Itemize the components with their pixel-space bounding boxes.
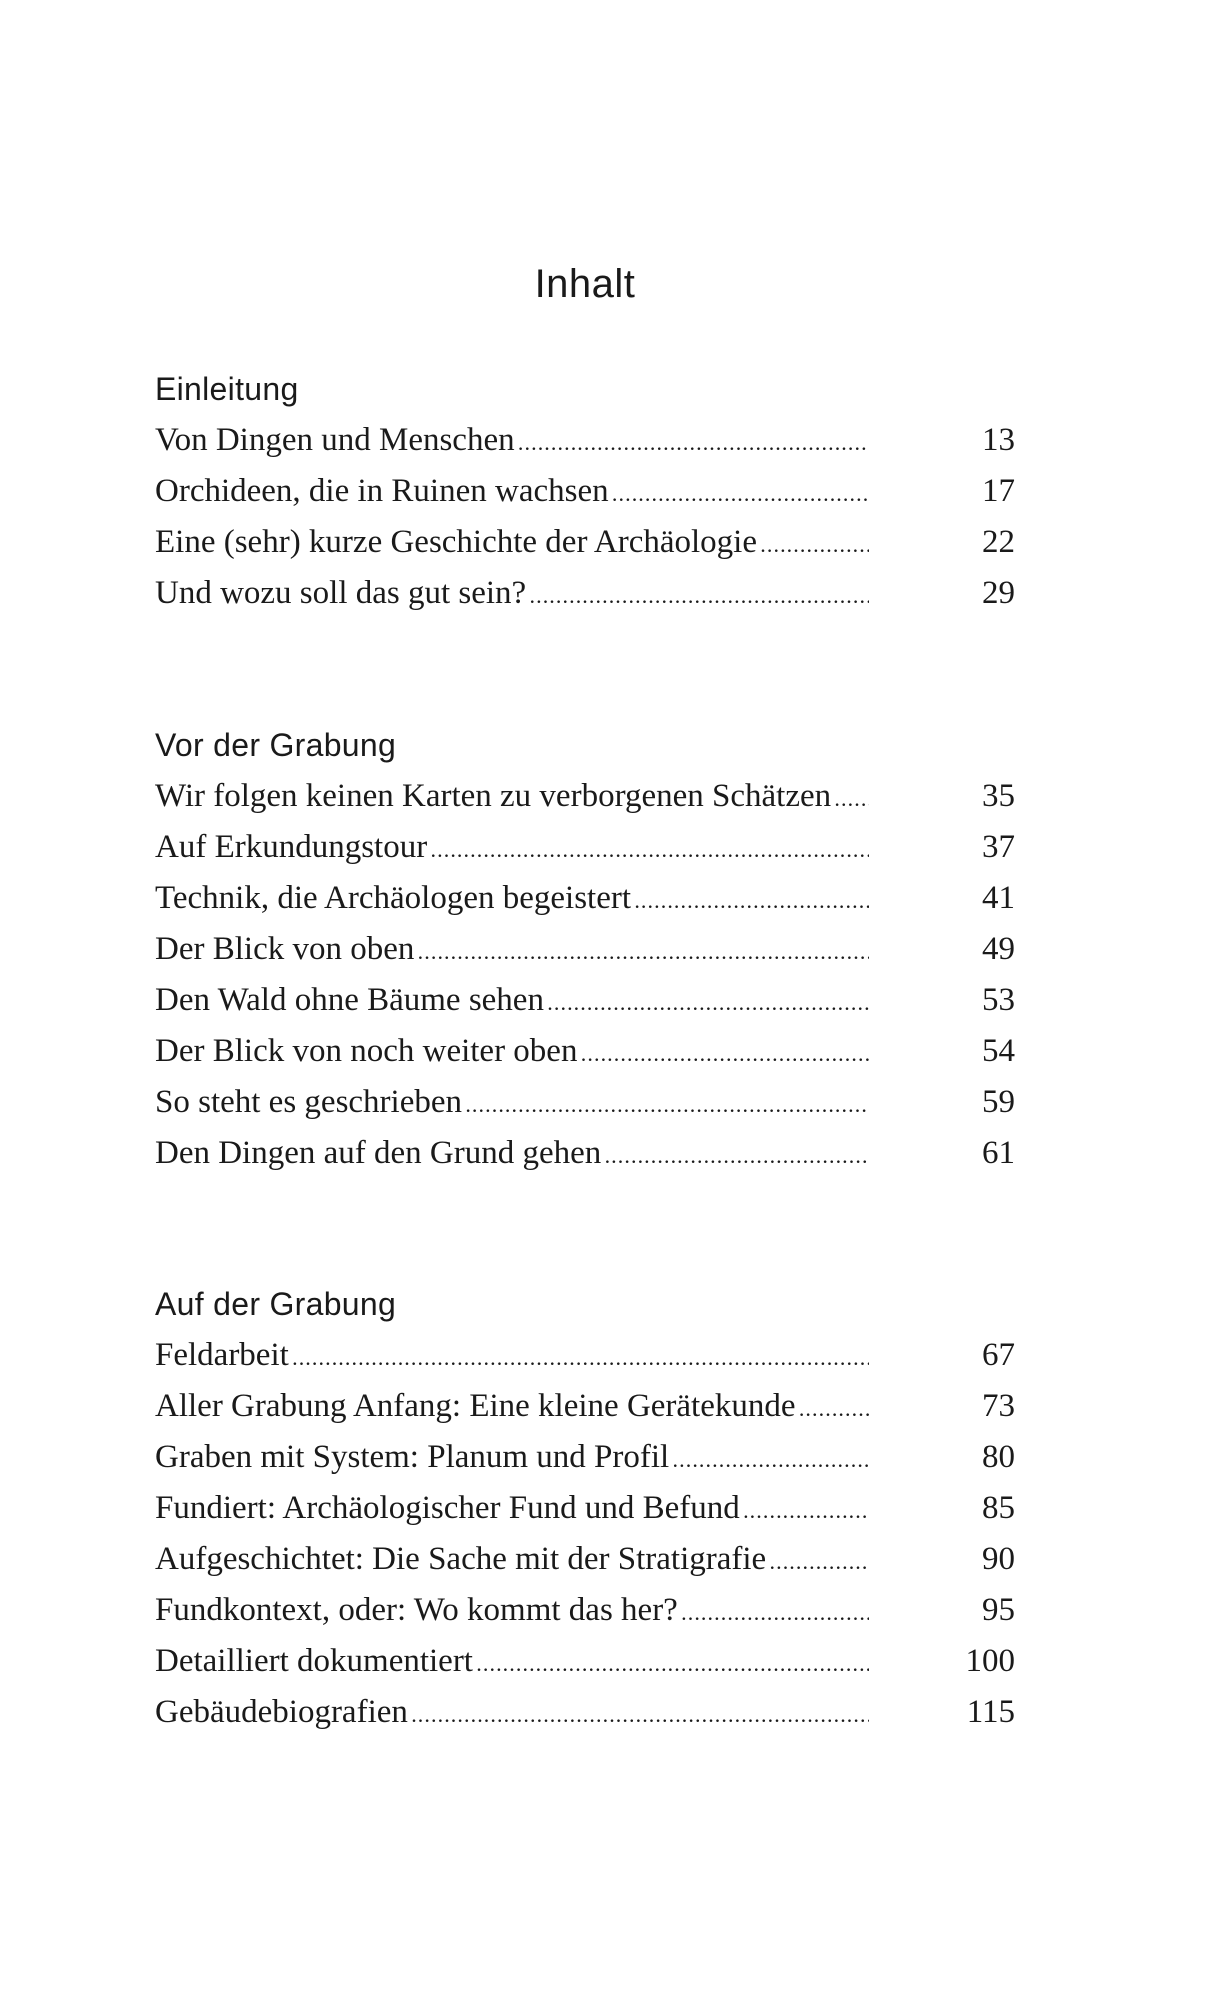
entry-page-number: 80 bbox=[982, 1439, 1015, 1475]
entry-page-number: 73 bbox=[982, 1388, 1015, 1424]
toc-entry[interactable] bbox=[155, 1432, 1015, 1483]
toc-entry[interactable] bbox=[155, 1483, 1015, 1534]
entry-title: Auf Erkundungstour . . . bbox=[155, 822, 869, 875]
toc-section-vor-der-grabung bbox=[155, 720, 1015, 1179]
entry-page-number: 54 bbox=[982, 1033, 1015, 1069]
entry-page-number: 95 bbox=[982, 1592, 1015, 1628]
entry-page-number: 49 bbox=[982, 931, 1015, 967]
section-heading: Vor der Grabung bbox=[155, 727, 397, 763]
toc-entry[interactable] bbox=[155, 1330, 1015, 1381]
toc-entry[interactable] bbox=[155, 1026, 1015, 1077]
entry-title: Der Blick von noch weiter oben . . . bbox=[155, 1026, 869, 1079]
entry-page-number: 22 bbox=[982, 524, 1015, 560]
page-title: Inhalt bbox=[534, 262, 636, 306]
toc-entry[interactable] bbox=[155, 1128, 1015, 1179]
entry-page-number: 13 bbox=[982, 422, 1015, 458]
toc-entry[interactable] bbox=[155, 1534, 1015, 1585]
entry-page-number: 61 bbox=[982, 1135, 1015, 1171]
entry-page-number: 37 bbox=[982, 829, 1015, 865]
toc-entry[interactable] bbox=[155, 466, 1015, 517]
toc-entry[interactable] bbox=[155, 568, 1015, 619]
entry-page-number: 85 bbox=[982, 1490, 1015, 1526]
toc-entry[interactable] bbox=[155, 1077, 1015, 1128]
entry-page-number: 29 bbox=[982, 575, 1015, 611]
entry-title: Aller Grabung Anfang: Eine kleine Gerätekunde . . . bbox=[155, 1381, 869, 1434]
entry-page-number: 53 bbox=[982, 982, 1015, 1018]
entry-page-number: 35 bbox=[982, 778, 1015, 814]
toc-section-auf-der-grabung bbox=[155, 1279, 1015, 1738]
entry-title: Technik, die Archäologen begeistert . . . bbox=[155, 873, 869, 926]
entry-page-number: 90 bbox=[982, 1541, 1015, 1577]
toc-entry[interactable] bbox=[155, 415, 1015, 466]
entry-title: Von Dingen und Menschen . . . bbox=[155, 415, 869, 468]
toc-entry[interactable] bbox=[155, 1687, 1015, 1738]
entry-title: Eine (sehr) kurze Geschichte der Archäologie . . . bbox=[155, 517, 869, 570]
section-heading: Auf der Grabung bbox=[155, 1286, 397, 1322]
entry-title: Den Dingen auf den Grund gehen . . . bbox=[155, 1128, 869, 1181]
section-heading: Einleitung bbox=[155, 371, 299, 407]
toc-entry[interactable] bbox=[155, 517, 1015, 568]
entry-title: So steht es geschrieben . . . bbox=[155, 1077, 869, 1130]
toc-entry[interactable] bbox=[155, 924, 1015, 975]
toc-entry[interactable] bbox=[155, 771, 1015, 822]
entry-title: Orchideen, die in Ruinen wachsen . . . bbox=[155, 466, 869, 519]
toc-entry[interactable] bbox=[155, 975, 1015, 1026]
entry-title: Fundiert: Archäologischer Fund und Befund . . . bbox=[155, 1483, 869, 1536]
entry-page-number: 17 bbox=[982, 473, 1015, 509]
entry-page-number: 115 bbox=[966, 1694, 1015, 1730]
entry-page-number: 59 bbox=[982, 1084, 1015, 1120]
entry-title: Wir folgen keinen Karten zu verborgenen Schätzen . . . bbox=[155, 771, 869, 824]
toc-entry[interactable] bbox=[155, 1381, 1015, 1432]
entry-title: Der Blick von oben . . . bbox=[155, 924, 869, 977]
entry-title: Feldarbeit . . . bbox=[155, 1330, 869, 1383]
entry-page-number: 67 bbox=[982, 1337, 1015, 1373]
entry-title: Fundkontext, oder: Wo kommt das her? . . . bbox=[155, 1585, 869, 1638]
entry-title: Aufgeschichtet: Die Sache mit der Stratigrafie . . . bbox=[155, 1534, 869, 1587]
entry-page-number: 41 bbox=[982, 880, 1015, 916]
entry-title: Den Wald ohne Bäume sehen . . . bbox=[155, 975, 869, 1028]
toc-entry[interactable] bbox=[155, 1585, 1015, 1636]
entry-title: Detailliert dokumentiert . . . bbox=[155, 1636, 869, 1689]
entry-title: Gebäudebiografien . . . bbox=[155, 1687, 869, 1740]
entry-page-number: 100 bbox=[965, 1643, 1015, 1679]
toc-entry[interactable] bbox=[155, 822, 1015, 873]
entry-title: Graben mit System: Planum und Profil . . . bbox=[155, 1432, 869, 1485]
entry-title: Und wozu soll das gut sein? . . . bbox=[155, 568, 869, 621]
toc-entry[interactable] bbox=[155, 873, 1015, 924]
toc-section-einleitung bbox=[155, 364, 1015, 619]
toc-entry[interactable] bbox=[155, 1636, 1015, 1687]
